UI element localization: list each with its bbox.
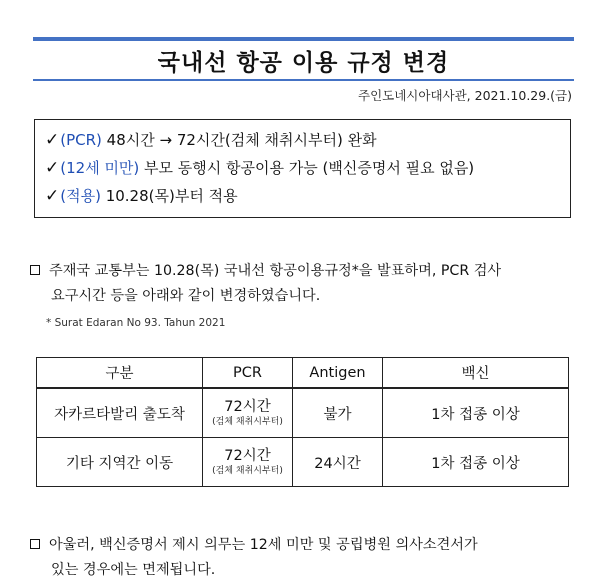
header-vaccine: 백신	[383, 358, 569, 389]
cell-antigen: 불가	[293, 388, 383, 438]
summary-text: 10.28(목)부터 적용	[100, 187, 238, 205]
paragraph-text: 아울러, 백신증명서 제시 의무는 12세 미만 및 공립병원 의사소견서가	[49, 537, 478, 553]
summary-item	[45, 182, 570, 210]
paragraph-line: 있는 경우에는 면제됩니다.	[51, 562, 216, 578]
paragraph-line	[30, 533, 575, 558]
pcr-value: 72시간	[224, 448, 271, 464]
header-category: 구분	[37, 358, 203, 389]
cell-vaccine: 1차 접종 이상	[383, 438, 569, 487]
footnote: * Surat Edaran No 93. Tahun 2021	[46, 317, 226, 329]
cell-pcr	[203, 388, 293, 438]
summary-tag: (적용)	[60, 187, 101, 205]
table-row	[37, 388, 569, 438]
summary-tag: (12세 미만)	[60, 159, 140, 177]
paragraph-line: 요구시간 등을 아래와 같이 변경하였습니다.	[51, 288, 321, 304]
cell-pcr	[203, 438, 293, 487]
byline: 주인도네시아대사관, 2021.10.29.(금)	[358, 88, 572, 103]
summary-item	[45, 154, 570, 182]
summary-box	[34, 119, 571, 218]
cell-category: 자카르타발리 출도착	[37, 388, 203, 438]
header-antigen: Antigen	[293, 358, 383, 389]
header-pcr: PCR	[203, 358, 293, 389]
check-icon: ✓	[45, 158, 60, 178]
check-icon: ✓	[45, 186, 60, 206]
exemption-paragraph	[30, 533, 575, 583]
cell-antigen: 24시간	[293, 438, 383, 487]
paragraph-line	[30, 259, 575, 284]
table-header-row	[37, 358, 569, 389]
square-bullet-icon	[30, 539, 40, 549]
summary-text: 48시간 → 72시간(검체 채취시부터) 완화	[101, 131, 377, 149]
page-title: 국내선 항공 이용 규정 변경	[157, 50, 450, 76]
check-icon: ✓	[45, 130, 60, 150]
summary-tag: (PCR)	[60, 131, 102, 149]
rules-table	[36, 357, 569, 487]
announcement-paragraph	[30, 259, 575, 309]
title-bottom-rule	[33, 79, 574, 81]
title-top-rule	[33, 37, 574, 41]
summary-item	[45, 126, 570, 154]
pcr-note: (검체 채취시부터)	[212, 417, 283, 427]
pcr-value: 72시간	[224, 399, 271, 415]
cell-category: 기타 지역간 이동	[37, 438, 203, 487]
table-row	[37, 438, 569, 487]
paragraph-text: 주재국 교통부는 10.28(목) 국내선 항공이용규정*을 발표하며, PCR 검사	[49, 263, 502, 279]
pcr-note: (검체 채취시부터)	[212, 466, 283, 476]
cell-vaccine: 1차 접종 이상	[383, 388, 569, 438]
summary-text: 부모 동행시 항공이용 가능 (백신증명서 필요 없음)	[139, 159, 475, 177]
square-bullet-icon	[30, 265, 40, 275]
